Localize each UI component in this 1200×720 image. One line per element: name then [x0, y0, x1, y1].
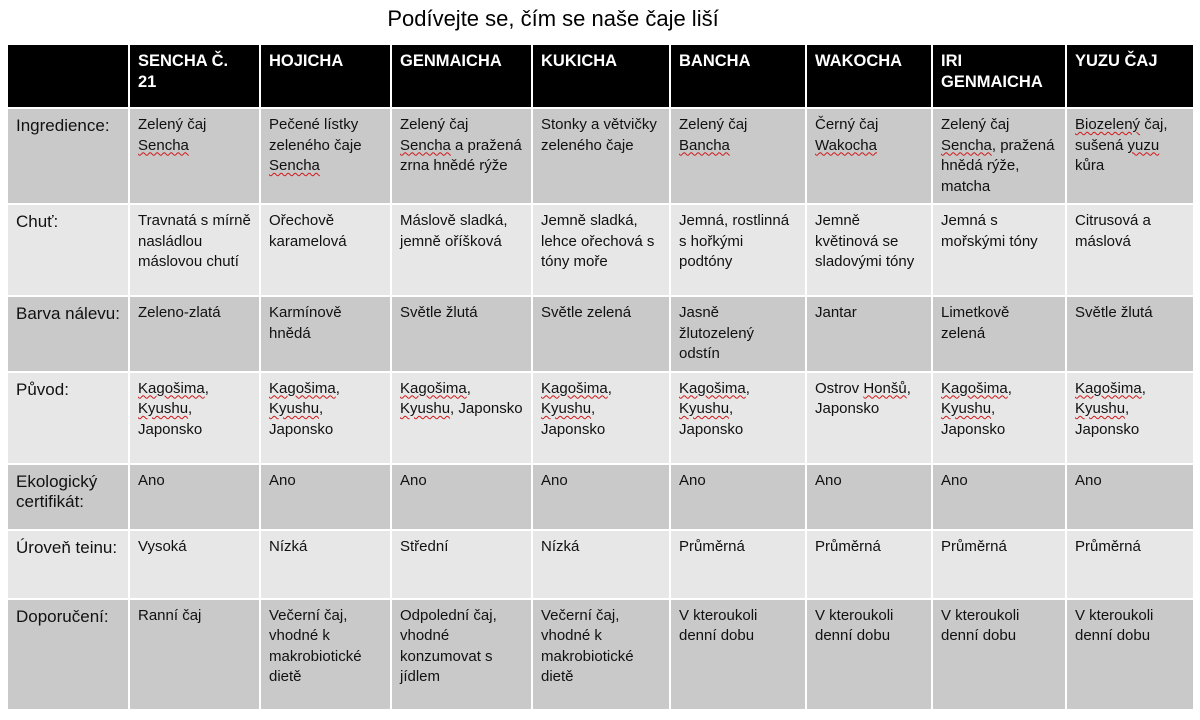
spellcheck-word: Bancha: [679, 136, 730, 154]
spellcheck-word: Sencha: [138, 136, 189, 154]
table-cell: Jemně sladká, lehce ořechová s tóny moře: [532, 204, 670, 296]
table-cell: Ořechově karamelová: [260, 204, 391, 296]
table-cell: Karmínově hnědá: [260, 296, 391, 372]
header-bancha: BANCHA: [670, 44, 806, 108]
table-cell: Světle žlutá: [1066, 296, 1194, 372]
table-cell: Kagošima, Kyushu, Japonsko: [932, 372, 1066, 464]
spellcheck-word: Kyushu: [400, 400, 451, 417]
spellcheck-word: Sencha: [269, 157, 320, 174]
row-label: Ingredience:: [7, 108, 129, 204]
table-cell: Jemná s mořskými tóny: [932, 204, 1066, 296]
table-cell: Limetkově zelená: [932, 296, 1066, 372]
table-cell: V kteroukoli denní dobu: [670, 599, 806, 710]
table-cell: V kteroukoli denní dobu: [932, 599, 1066, 710]
table-cell: Světle žlutá: [391, 296, 532, 372]
spellcheck-word: Kyushu: [541, 400, 592, 417]
table-cell: Pečené lístky zeleného čaje Sencha: [260, 108, 391, 204]
table-cell: Průměrná: [1066, 530, 1194, 599]
spellcheck-word: Kyushu: [138, 400, 189, 417]
table-cell: Zeleno-zlatá: [129, 296, 260, 372]
table-cell: Světle zelená: [532, 296, 670, 372]
spellcheck-word: Kyushu: [1075, 400, 1126, 417]
table-cell: Ano: [532, 464, 670, 530]
table-cell: Průměrná: [806, 530, 932, 599]
row-label: Doporučení:: [7, 599, 129, 710]
table-cell: Jasně žlutozelený odstín: [670, 296, 806, 372]
spellcheck-word: Kagošima: [1075, 379, 1142, 397]
table-cell: Citrusová a máslová: [1066, 204, 1194, 296]
table-cell: Vysoká: [129, 530, 260, 599]
header-sencha-21: SENCHA Č. 21: [129, 44, 260, 108]
row-label: Barva nálevu:: [7, 296, 129, 372]
header-kukicha: KUKICHA: [532, 44, 670, 108]
row-label: Původ:: [7, 372, 129, 464]
table-cell: Máslově sladká, jemně oříšková: [391, 204, 532, 296]
table-cell: Kagošima, Kyushu, Japonsko: [1066, 372, 1194, 464]
table-cell: Nízká: [532, 530, 670, 599]
table-cell: V kteroukoli denní dobu: [806, 599, 932, 710]
table-cell: Ano: [670, 464, 806, 530]
table-cell: Večerní čaj, vhodné k makrobiotické dietě: [260, 599, 391, 710]
spellcheck-word: Kagošima: [941, 379, 1008, 397]
row-ekologicky-certifikat: [7, 464, 1194, 530]
spellcheck-word: Biozelený: [1075, 116, 1141, 133]
table-cell: Ano: [1066, 464, 1194, 530]
header-wakocha: WAKOCHA: [806, 44, 932, 108]
row-label: Ekologický certifikát:: [7, 464, 129, 530]
table-cell: Kagošima, Kyushu, Japonsko: [391, 372, 532, 464]
header-genmaicha: GENMAICHA: [391, 44, 532, 108]
row-label: Úroveň teinu:: [7, 530, 129, 599]
table-cell: Zelený čaj Sencha: [129, 108, 260, 204]
table-cell: Kagošima, Kyushu, Japonsko: [260, 372, 391, 464]
table-cell: Biozelený čaj, sušená yuzu kůra: [1066, 108, 1194, 204]
table-cell: Ano: [391, 464, 532, 530]
table-cell: Jemně květinová se sladovými tóny: [806, 204, 932, 296]
table-cell: Ranní čaj: [129, 599, 260, 710]
spellcheck-word: Kagošima: [400, 379, 467, 397]
row-barva-nalevu: [7, 296, 1194, 372]
header-hojicha: HOJICHA: [260, 44, 391, 108]
row-uroven-teinu: [7, 530, 1194, 599]
row-chut: [7, 204, 1194, 296]
header-iri-genmaicha: IRI GENMAICHA: [932, 44, 1066, 108]
table-cell: Černý čaj Wakocha: [806, 108, 932, 204]
table-cell: Jemná, rostlinná s hořkými podtóny: [670, 204, 806, 296]
table-cell: Ano: [260, 464, 391, 530]
tea-comparison-table: [6, 43, 1195, 711]
table-cell: Průměrná: [932, 530, 1066, 599]
table-cell: Kagošima, Kyushu, Japonsko: [129, 372, 260, 464]
spellcheck-word: Kagošima: [138, 379, 205, 397]
spellcheck-word: Kyushu: [269, 400, 320, 417]
spellcheck-word: Sencha: [400, 136, 451, 154]
header-corner: [7, 44, 129, 108]
row-doporuceni: [7, 599, 1194, 710]
table-cell: Ano: [806, 464, 932, 530]
table-cell: Ano: [932, 464, 1066, 530]
spellcheck-word: Kagošima: [541, 379, 608, 397]
spellcheck-word: Kyushu: [941, 400, 992, 417]
table-cell: V kteroukoli denní dobu: [1066, 599, 1194, 710]
table-cell: Večerní čaj, vhodné k makrobiotické dietě: [532, 599, 670, 710]
row-label: Chuť:: [7, 204, 129, 296]
spellcheck-word: Kagošima: [269, 379, 336, 397]
page-title: Podívejte se, čím se naše čaje liší: [387, 6, 719, 31]
table-cell: Kagošima, Kyushu, Japonsko: [532, 372, 670, 464]
table-cell: Zelený čaj Sencha, pražená hnědá rýže, matcha: [932, 108, 1066, 204]
table-cell: Jantar: [806, 296, 932, 372]
header-row: [7, 44, 1194, 108]
spellcheck-word: Kyushu: [679, 400, 730, 417]
row-ingredience: [7, 108, 1194, 204]
table-cell: Ano: [129, 464, 260, 530]
spellcheck-word: yuzu: [1127, 136, 1160, 154]
table-cell: Zelený čaj Bancha: [670, 108, 806, 204]
spellcheck-word: Wakocha: [815, 136, 877, 154]
table-cell: Průměrná: [670, 530, 806, 599]
table-cell: Nízká: [260, 530, 391, 599]
spellcheck-word: Honšů: [863, 379, 907, 397]
spellcheck-word: Kagošima: [679, 379, 746, 397]
table-cell: Zelený čaj Sencha a pražená zrna hnědé rýže: [391, 108, 532, 204]
row-puvod: [7, 372, 1194, 464]
header-yuzu-caj: YUZU ČAJ: [1066, 44, 1194, 108]
table-cell: Odpolední čaj, vhodné konzumovat s jídlem: [391, 599, 532, 710]
table-cell: Stonky a větvičky zeleného čaje: [532, 108, 670, 204]
table-cell: Kagošima, Kyushu, Japonsko: [670, 372, 806, 464]
table-cell: Střední: [391, 530, 532, 599]
table-cell: Travnatá s mírně nasládlou máslovou chutí: [129, 204, 260, 296]
spellcheck-word: Sencha: [941, 136, 992, 154]
table-cell: Ostrov Honšů, Japonsko: [806, 372, 932, 464]
